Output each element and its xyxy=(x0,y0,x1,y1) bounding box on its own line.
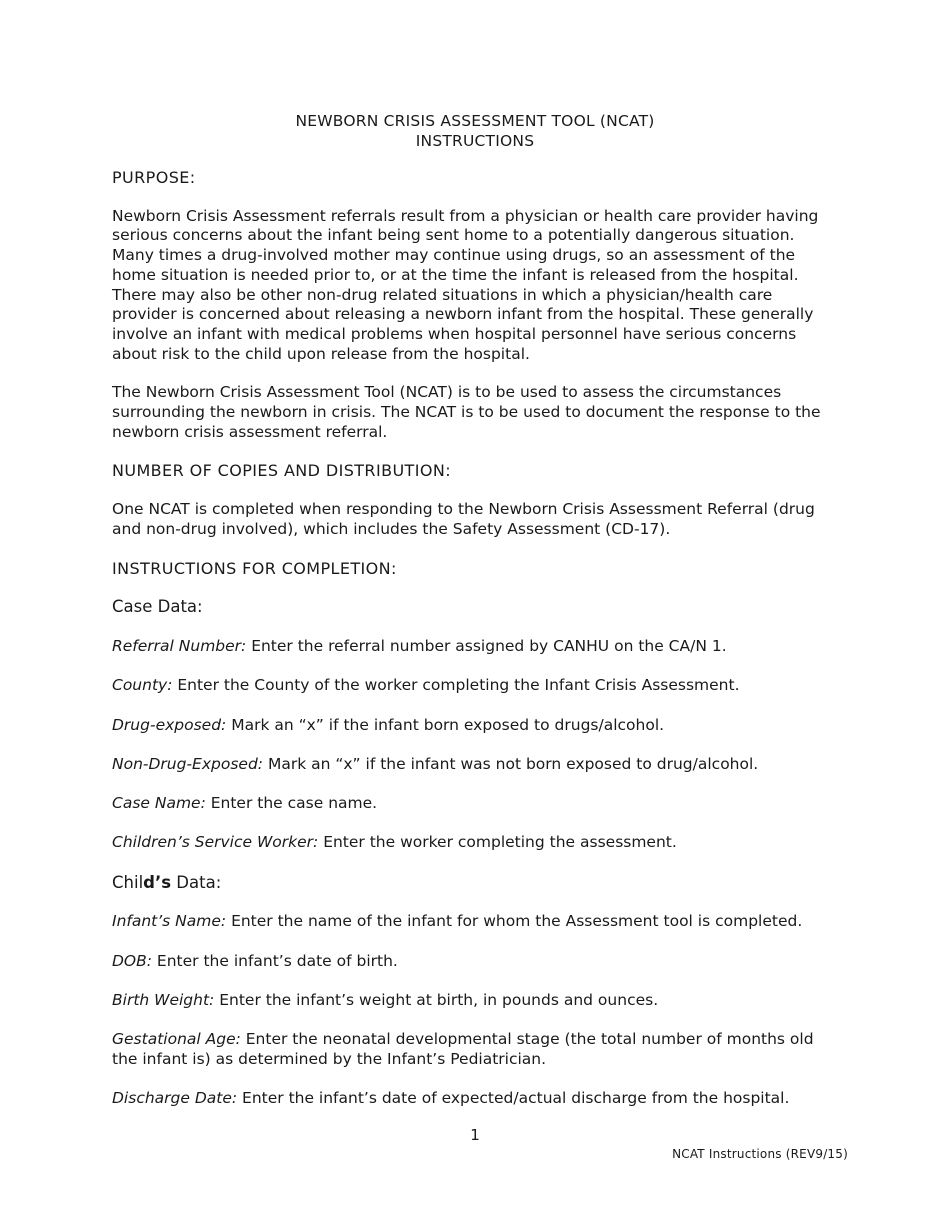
field-label: Infant’s Name: xyxy=(112,912,227,931)
document-body xyxy=(112,168,838,1129)
field-referral-number xyxy=(112,637,838,657)
field-text: Enter the County of the worker completing the Infant Crisis Assessment. xyxy=(172,676,740,695)
field-text: Enter the infant’s date of birth. xyxy=(152,951,398,970)
field-birth-weight xyxy=(112,991,838,1011)
child-data-heading-part-1: Chil xyxy=(112,872,144,892)
field-text: Mark an “x” if the infant was not born exposed to drug/alcohol. xyxy=(263,754,759,773)
instructions-heading: INSTRUCTIONS FOR COMPLETION: xyxy=(112,558,397,578)
field-discharge-date xyxy=(112,1089,838,1109)
field-drug-exposed xyxy=(112,716,838,736)
field-text: Enter the worker completing the assessment. xyxy=(318,833,677,852)
field-label: County: xyxy=(112,676,173,695)
copies-paragraph: One NCAT is completed when responding to the Newborn Crisis Assessment Referral (drug and non-drug involved), which includes the Safety Assessment (CD-17). xyxy=(112,500,815,538)
field-case-name xyxy=(112,794,838,814)
copies-heading: NUMBER OF COPIES AND DISTRIBUTION: xyxy=(112,461,451,481)
field-text: Enter the case name. xyxy=(205,794,378,813)
field-childrens-service-worker xyxy=(112,833,838,853)
field-label: Birth Weight: xyxy=(112,991,215,1010)
field-county xyxy=(112,676,838,696)
field-label: Gestational Age: xyxy=(112,1030,241,1049)
child-data-heading xyxy=(112,873,838,893)
document-title xyxy=(0,111,950,151)
revision-footer: NCAT Instructions (REV9/15) xyxy=(672,1147,848,1161)
field-label: Non-Drug-Exposed: xyxy=(112,754,264,773)
page-number: 1 xyxy=(470,1126,480,1144)
field-non-drug-exposed xyxy=(112,755,838,775)
child-data-heading-part-2: Data: xyxy=(171,872,222,892)
field-text: Enter the infant’s weight at birth, in pounds and ounces. xyxy=(214,991,659,1010)
field-label: Case Name: xyxy=(112,794,206,813)
field-label: Drug-exposed: xyxy=(112,715,227,734)
field-text: Mark an “x” if the infant born exposed to drugs/alcohol. xyxy=(226,715,665,734)
case-data-heading: Case Data: xyxy=(112,597,203,617)
field-label: Referral Number: xyxy=(112,636,247,655)
purpose-paragraph-1: Newborn Crisis Assessment referrals result from a physician or health care provider having serious concerns about the infant being sent home to a potentially dangerous situation. Many times a drug-involved mother may continue using drugs, so an assessment of the home situation is needed prior to, or at the time the infant is released from the hospital. There may also be other non-drug related situations in which a physician/health care provider is concerned about releasing a newborn infant from the hospital. These generally involve an infant with medical problems when hospital personnel have serious concerns about risk to the child upon release from the hospital. xyxy=(112,206,819,363)
field-text: Enter the referral number assigned by CANHU on the CA/N 1. xyxy=(246,636,727,655)
title-line-1: NEWBORN CRISIS ASSESSMENT TOOL (NCAT) xyxy=(295,112,655,130)
field-text: Enter the infant’s date of expected/actual discharge from the hospital. xyxy=(237,1089,790,1108)
purpose-paragraph-2: The Newborn Crisis Assessment Tool (NCAT) is to be used to assess the circumstances surrounding the newborn in crisis. The NCAT is to be used to document the response to the newborn crisis assessment referral. xyxy=(112,383,821,441)
title-line-2: INSTRUCTIONS xyxy=(415,132,535,150)
purpose-heading: PURPOSE: xyxy=(112,168,196,187)
field-dob xyxy=(112,952,838,972)
child-data-heading-bold: d’s xyxy=(143,872,172,892)
field-gestational-age xyxy=(112,1030,838,1069)
field-text: Enter the name of the infant for whom the Assessment tool is completed. xyxy=(226,912,803,931)
field-label: Discharge Date: xyxy=(112,1089,238,1108)
field-label: Children’s Service Worker: xyxy=(112,833,319,852)
field-infants-name xyxy=(112,912,838,932)
field-text: Enter the neonatal developmental stage (the total number of months old the infant is) as determined by the Infant’s Pediatrician. xyxy=(112,1030,814,1069)
field-label: DOB: xyxy=(112,951,152,970)
